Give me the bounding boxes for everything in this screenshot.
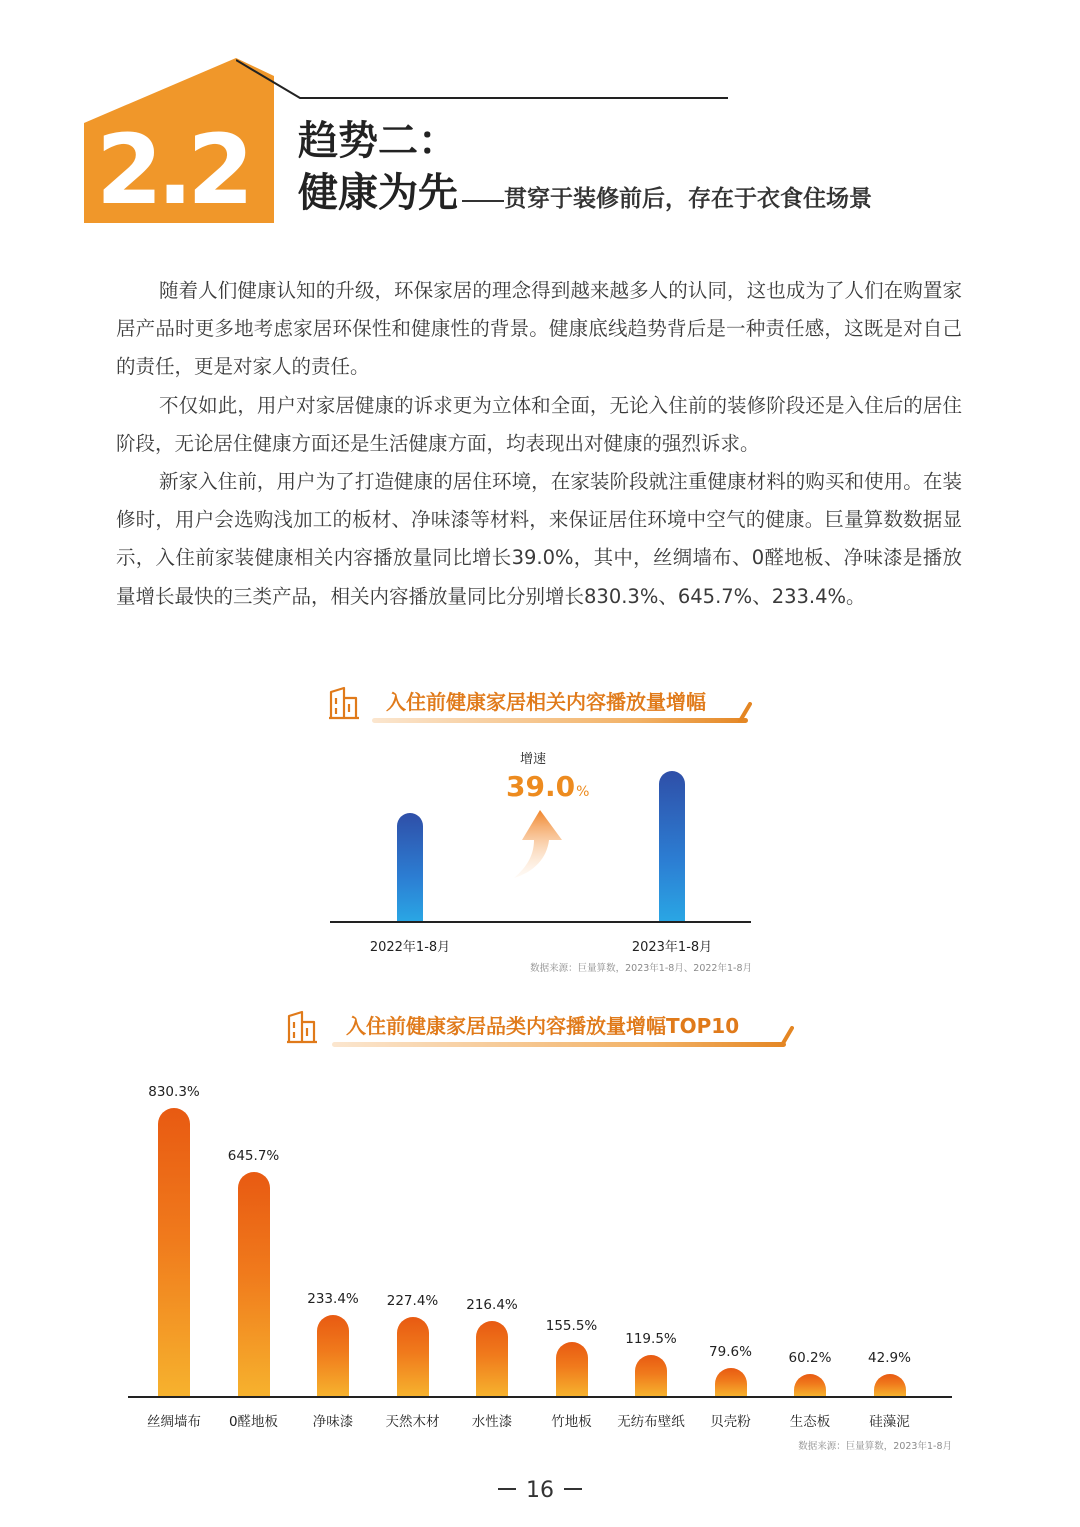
data-label: 155.5% — [545, 1318, 598, 1334]
data-label: 216.4% — [466, 1297, 518, 1313]
bar-2 — [659, 771, 685, 921]
x-tick-label: 2022年1-8月 — [369, 940, 451, 955]
building-icon — [286, 1010, 318, 1044]
data-label: 645.7% — [227, 1148, 280, 1164]
x-tick-label: 竹地板 — [551, 1414, 592, 1430]
bar-2 — [238, 1172, 270, 1396]
x-tick-label: 生态板 — [789, 1414, 831, 1430]
chart2-source: 数据来源：巨量算数，2023年1-8月 — [798, 1441, 952, 1452]
x-tick-label: 硅藻泥 — [869, 1414, 910, 1430]
x-axis — [128, 1396, 952, 1398]
bar-7 — [635, 1355, 667, 1396]
x-tick-label: 无纺布壁纸 — [617, 1414, 685, 1430]
subtitle-part-b: 存在于衣食住场景 — [688, 186, 872, 212]
body-text — [116, 272, 962, 616]
bar-1 — [158, 1108, 190, 1396]
data-label: 830.3% — [148, 1084, 200, 1100]
x-tick-label: 0醛地板 — [228, 1414, 279, 1430]
paragraph: 不仅如此，用户对家居健康的诉求更为立体和全面，无论入住前的装修阶段还是入住后的居住阶段，无论居住健康方面还是生活健康方面，均表现出对健康的强烈诉求。 — [116, 393, 962, 455]
data-label: 79.6% — [709, 1344, 752, 1360]
chart1-source: 数据来源：巨量算数，2023年1-8月、2022年1-8月 — [530, 963, 752, 974]
bar-9 — [794, 1374, 826, 1396]
x-tick-label: 2023年1-8月 — [631, 940, 713, 955]
title-dash — [462, 200, 504, 202]
subtitle-part-a: 贯穿于装修前后， — [504, 186, 688, 212]
page-footer — [0, 1478, 1080, 1503]
growth-value — [506, 770, 589, 803]
data-label: 119.5% — [625, 1331, 677, 1347]
bar-5 — [476, 1321, 508, 1396]
data-label: 233.4% — [307, 1291, 359, 1307]
x-tick-label: 贝壳粉 — [710, 1414, 751, 1430]
subtitle-main: 健康为先 — [298, 170, 458, 216]
roof-line — [236, 58, 728, 104]
x-axis — [330, 921, 751, 923]
section-subtitle — [298, 168, 872, 222]
paragraph: 新家入住前，用户为了打造健康的居住环境，在家装阶段就注重健康材料的购买和使用。在装修时，用户会选购浅加工的板材、净味漆等材料，来保证居住环境中空气的健康。巨量算数数据显示，入住前家装健康相关内容播放量同比增长39.0%，其中，丝绸墙布、0醛地板、净味漆是播放量增长最快的三类产品，相关内容播放量同比分别增长830.3%、645.7%、233.4%。 — [116, 470, 962, 608]
page-number: 16 — [526, 1478, 554, 1503]
bar-10 — [874, 1374, 906, 1396]
section-number: 2.2 — [96, 114, 249, 226]
chart1-title: 入住前健康家居相关内容播放量增幅 — [386, 690, 706, 714]
heading-hook — [738, 702, 752, 722]
chart2-top10-bars — [128, 1040, 952, 1460]
section-title: 趋势二： — [298, 118, 458, 164]
chart1-growth-bars — [330, 740, 752, 980]
x-tick-label: 天然木材 — [385, 1414, 440, 1430]
chart2-title: 入住前健康家居品类内容播放量增幅TOP10 — [346, 1014, 740, 1038]
growth-number: 39.0 — [506, 770, 576, 803]
paragraph: 随着人们健康认知的升级，环保家居的理念得到越来越多人的认同，这也成为了人们在购置家居产品时更多地考虑家居环保性和健康性的背景。健康底线趋势背后是一种责任感，这既是对自己的责任，更是对家人的责任。 — [116, 279, 962, 379]
data-label: 227.4% — [386, 1293, 439, 1309]
bar-8 — [715, 1368, 747, 1396]
footer-dash — [564, 1488, 582, 1490]
chart1-heading — [328, 686, 758, 726]
x-tick-label: 净味漆 — [312, 1414, 354, 1430]
data-label: 60.2% — [788, 1350, 832, 1366]
heading-underline — [372, 718, 748, 723]
growth-label: 增速 — [520, 752, 547, 767]
bar-3 — [317, 1315, 349, 1396]
x-tick-label: 丝绸墙布 — [147, 1414, 201, 1430]
up-arrow-icon — [510, 810, 562, 880]
building-icon — [328, 686, 360, 720]
bar-6 — [556, 1342, 588, 1396]
data-label: 42.9% — [868, 1350, 911, 1366]
x-tick-label: 水性漆 — [471, 1414, 513, 1430]
growth-unit: % — [576, 784, 590, 800]
bar-1 — [397, 813, 423, 921]
footer-dash — [498, 1488, 516, 1490]
bar-4 — [397, 1317, 429, 1396]
